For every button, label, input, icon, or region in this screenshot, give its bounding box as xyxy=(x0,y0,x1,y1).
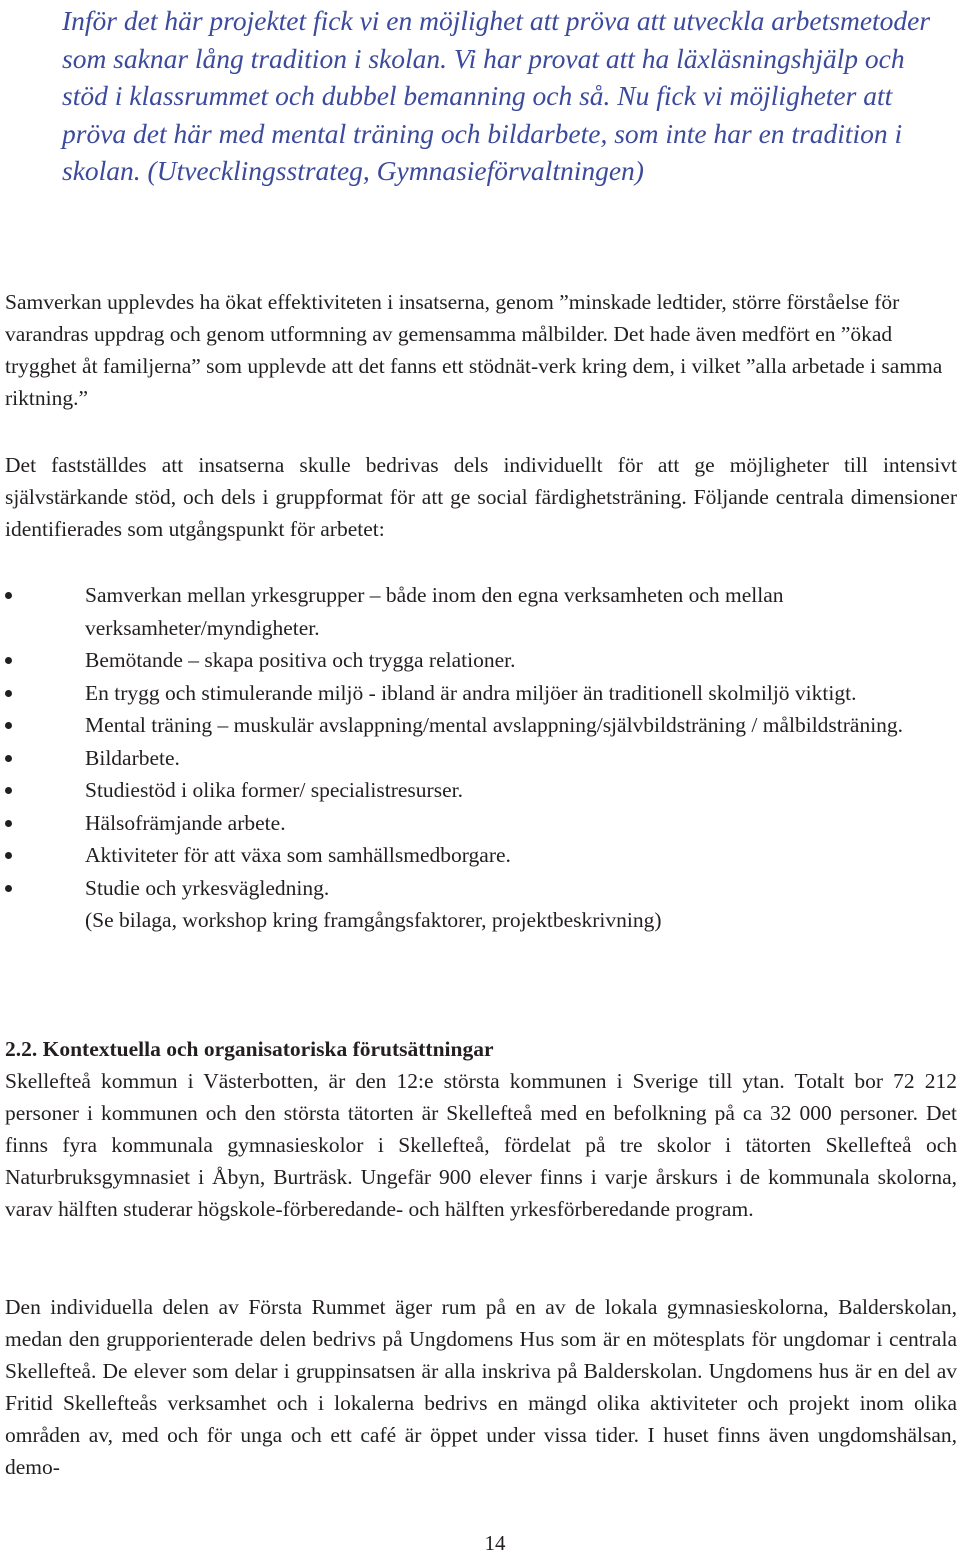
list-item xyxy=(5,709,957,742)
list-item-text: Bemötande – skapa positiva och trygga relationer. xyxy=(85,648,516,672)
section-heading xyxy=(5,1033,494,1065)
section-title: Kontextuella och organisatoriska förutsättningar xyxy=(42,1037,494,1061)
list-item-text: Mental träning – muskulär avslappning/mental avslappning/självbildsträning / målbildsträning. xyxy=(85,713,904,737)
list-item-text: Aktiviteter för att växa som samhällsmedborgare. xyxy=(85,843,511,867)
section-number: 2.2. xyxy=(5,1037,38,1061)
list-item-text: Samverkan mellan yrkesgrupper – både inom den egna verksamheten och mellan verksamheter/myndigheter. xyxy=(85,583,784,640)
list-item xyxy=(5,644,957,677)
list-item-text: Bildarbete. xyxy=(85,745,180,770)
bullet-icon xyxy=(5,885,12,892)
list-item-text: Hälsofrämjande arbete. xyxy=(85,810,286,835)
bullet-icon xyxy=(5,690,12,697)
list-item xyxy=(5,774,957,807)
page-number: 14 xyxy=(484,1531,506,1555)
list-item xyxy=(5,742,957,775)
pull-quote: Inför det här projektet fick vi en möjlighet att pröva att utveckla arbetsmetoder som saknar lång tradition i skolan. Vi har provat att ha läxläsningshjälp och stöd i klassrummet och dubbel bemanning och så. Nu fick vi möjligheter att pröva det här med mental träning och bildarbete, som inte har en tradition i skolan. (Utvecklingsstrateg, Gymnasieförvaltningen) xyxy=(62,5,931,186)
list-item xyxy=(5,677,957,710)
list-item-text: Studie och yrkesvägledning. xyxy=(85,875,330,900)
bullet-icon xyxy=(5,657,12,664)
bullet-icon xyxy=(5,852,12,859)
list-item xyxy=(5,839,957,872)
dimensions-list xyxy=(5,579,957,937)
list-item xyxy=(5,579,957,644)
paragraph-skelleftea: Skellefteå kommun i Västerbotten, är den 12:e största kommunen i Sverige till ytan. Totalt bor 72 212 personer i kommunen och den största tätorten är Skellefteå med en befolkning på ca 32 000 personer. Det finns fyra kommunala gymnasieskolor i Skellefteå, fördelat på tre skolor i tätorten Skellefteå och Naturbruksgymnasiet i Åbyn, Burträsk. Ungefär 900 elever finns i varje årskurs i de kommunala skolorna, varav hälften studerar högskole-förberedande- och hälften yrkesförberedande program. xyxy=(5,1069,957,1221)
bullet-icon xyxy=(5,755,12,762)
paragraph-samverkan: Samverkan upplevdes ha ökat effektiviteten i insatserna, genom ”minskade ledtider, större förståelse för varandras uppdrag och genom utformning av gemensamma målbilder. Det hade även medfört en ”ökad trygghet åt familjerna” som upplevde att det fanns ett stödnät-verk kring dem, i vilket ”alla arbetade i samma riktning.” xyxy=(5,290,943,410)
bullet-icon xyxy=(5,722,12,729)
bullet-icon xyxy=(5,787,12,794)
paragraph-faststalldes: Det fastställdes att insatserna skulle bedrivas dels individuellt för att ge möjligheter till intensivt självstärkande stöd, och dels i gruppformat för att ge social färdighetsträning. Följande centrala dimensioner identifierades som utgångspunkt för arbetet: xyxy=(5,453,957,541)
list-item-text: En trygg och stimulerande miljö - ibland är andra miljöer än traditionell skolmiljö viktigt. xyxy=(85,680,857,705)
bullet-icon xyxy=(5,592,12,599)
bullet-note: (Se bilaga, workshop kring framgångsfaktorer, projektbeskrivning) xyxy=(85,908,662,932)
list-item-text: Studiestöd i olika former/ specialistresurser. xyxy=(85,778,463,802)
list-item xyxy=(5,807,957,840)
paragraph-forsta-rummet: Den individuella delen av Första Rummet äger rum på en av de lokala gymnasieskolorna, Balderskolan, medan den grupporienterade delen bedrivs på Ungdomens Hus som är en mötesplats för ungdomar i centrala Skellefteå. De elever som delar i gruppinsatsen är alla inskriva på Balderskolan. Ungdomens hus är en del av Fritid Skellefteås verksamhet och i lokalerna bedrivs en mängd olika aktiviteter och projekt inom olika områden av, med och för unga och ett café är öppet under vissa tider. I huset finns även ungdomshälsan, demo- xyxy=(5,1295,957,1479)
list-item xyxy=(5,872,957,905)
bullet-icon xyxy=(5,820,12,827)
